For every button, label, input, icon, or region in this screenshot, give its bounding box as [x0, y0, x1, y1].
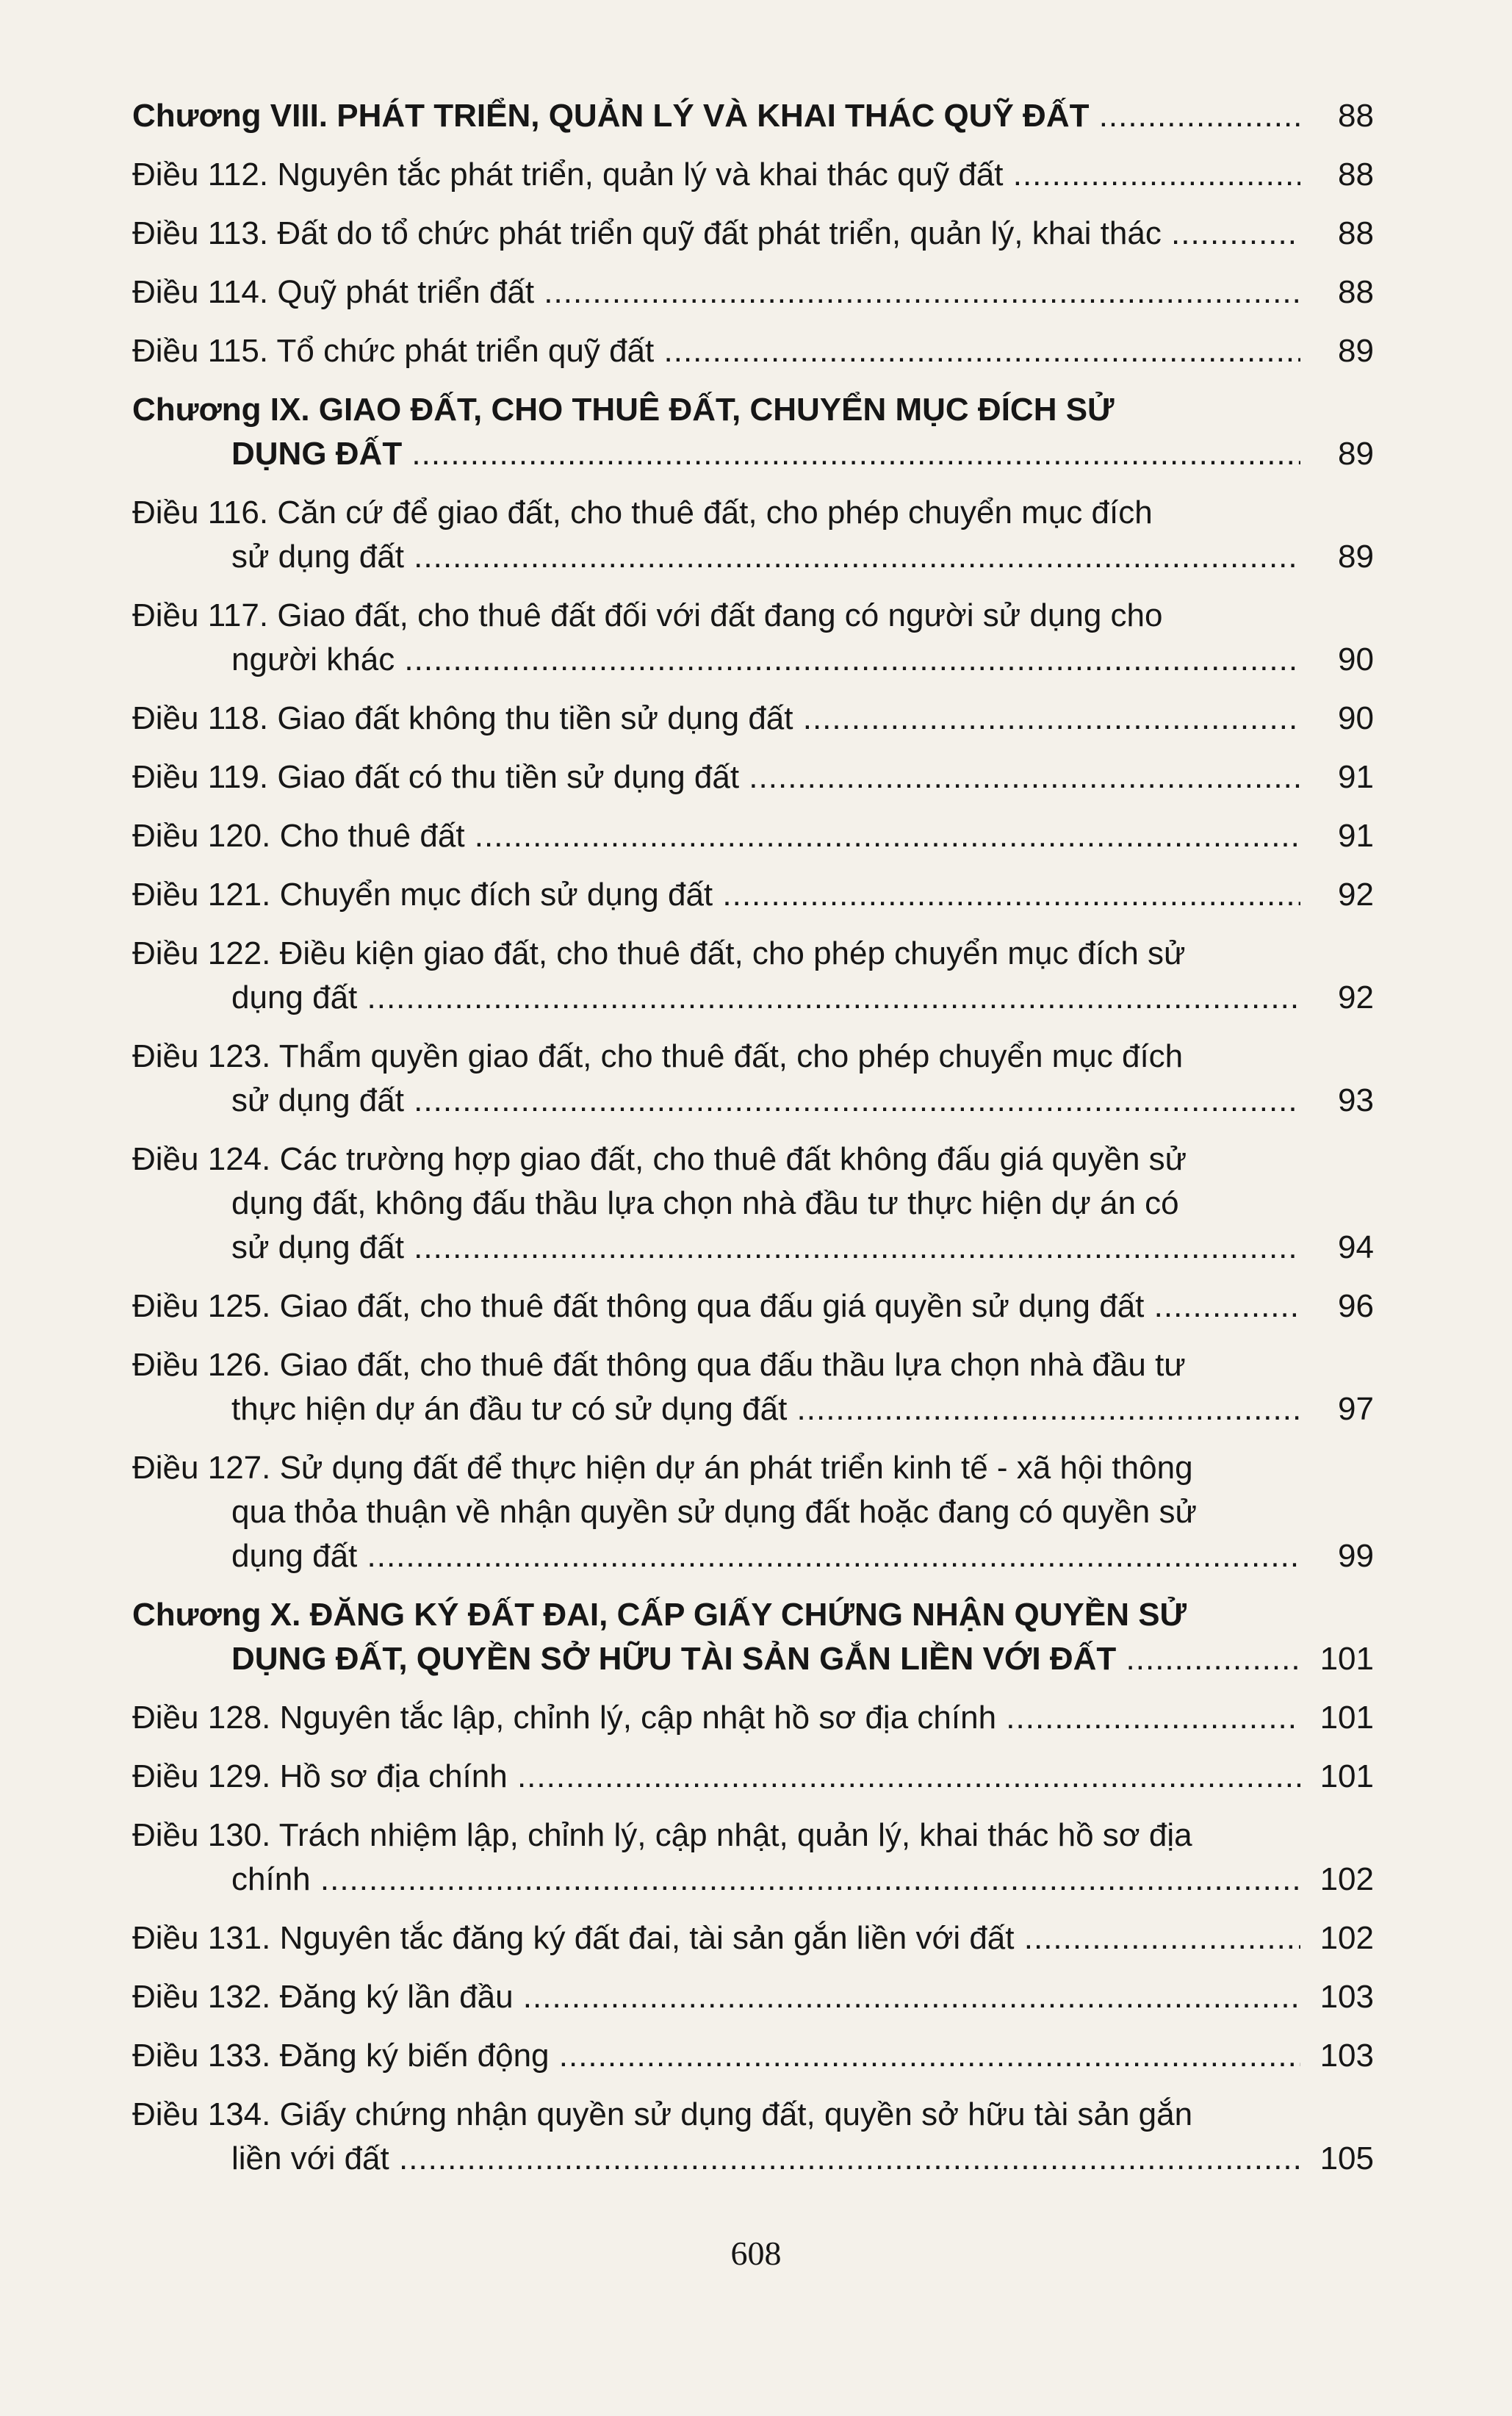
toc-page-number: 94: [1338, 1229, 1374, 1265]
toc-entry-line: Điều 124. Các trường hợp giao đất, cho thuê đất không đấu giá quyền sử: [132, 1141, 1187, 1177]
toc-entry-line: qua thỏa thuận về nhận quyền sử dụng đất hoặc đang có quyền sử: [231, 1494, 1197, 1530]
toc-article-entry: [132, 932, 1374, 1020]
toc-page-number: 91: [1338, 759, 1374, 795]
toc-entry-line: Điều 112. Nguyên tắc phát triển, quản lý và khai thác quỹ đất .....: [132, 153, 1300, 197]
toc-entry-line: Điều 132. Đăng ký lần đầu .....: [132, 1975, 1300, 2019]
toc-article-entry: [132, 1343, 1374, 1431]
toc-page-number: 96: [1338, 1288, 1374, 1324]
toc-article-entry: [132, 1813, 1374, 1902]
toc-page-number: 92: [1338, 979, 1374, 1015]
toc-entry-line: DỤNG ĐẤT .....: [132, 432, 1300, 476]
toc-article-entry: [132, 2034, 1374, 2078]
toc-article-entry: [132, 1975, 1374, 2019]
toc-entry-line: Chương VIII. PHÁT TRIỂN, QUẢN LÝ VÀ KHAI THÁC QUỸ ĐẤT .....: [132, 94, 1300, 138]
toc-page-number: 91: [1338, 818, 1374, 854]
toc-page-number: 102: [1320, 1861, 1374, 1897]
toc-article-entry: [132, 594, 1374, 682]
toc-page-number: 101: [1320, 1641, 1374, 1677]
toc-page-number: 93: [1338, 1082, 1374, 1118]
toc-article-entry: [132, 270, 1374, 314]
toc-page-number: 97: [1338, 1391, 1374, 1427]
toc-article-entry: [132, 1284, 1374, 1329]
toc-entry-line: Điều 119. Giao đất có thu tiền sử dụng đất .....: [132, 755, 1300, 799]
toc-entry-line: Điều 133. Đăng ký biến động .....: [132, 2034, 1300, 2078]
toc-entry-line: sử dụng đất .....: [132, 1079, 1300, 1123]
toc-entry-line: Điều 121. Chuyển mục đích sử dụng đất .....: [132, 873, 1300, 917]
toc-article-entry: [132, 1137, 1374, 1270]
toc-entry-line: chính .....: [132, 1858, 1300, 1902]
toc-page-number: 88: [1338, 215, 1374, 251]
toc-chapter-entry: [132, 388, 1374, 476]
toc-entry-line: sử dụng đất .....: [132, 535, 1300, 579]
toc-page-number: 102: [1320, 1920, 1374, 1956]
toc-entry-line: Điều 128. Nguyên tắc lập, chỉnh lý, cập nhật hồ sơ địa chính .....: [132, 1696, 1300, 1740]
toc-entry-line: thực hiện dự án đầu tư có sử dụng đất .....: [132, 1387, 1300, 1431]
toc-entry-line: Điều 122. Điều kiện giao đất, cho thuê đất, cho phép chuyển mục đích sử: [132, 935, 1186, 971]
toc-page-number: 90: [1338, 700, 1374, 736]
toc-page-number: 90: [1338, 641, 1374, 677]
toc-page-number: 103: [1320, 1979, 1374, 2015]
toc-entry-line: Điều 113. Đất do tổ chức phát triển quỹ đất phát triển, quản lý, khai thác .....: [132, 212, 1300, 256]
toc-article-entry: [132, 1696, 1374, 1740]
toc-entry-line: Điều 131. Nguyên tắc đăng ký đất đai, tài sản gắn liền với đất .....: [132, 1916, 1300, 1960]
toc-article-entry: [132, 755, 1374, 799]
toc-page-number: 89: [1338, 436, 1374, 472]
toc-entry-line: Chương X. ĐĂNG KÝ ĐẤT ĐAI, CẤP GIẤY CHỨNG NHẬN QUYỀN SỬ: [132, 1597, 1187, 1633]
toc-page-number: 89: [1338, 333, 1374, 369]
toc-entry-line: sử dụng đất .....: [132, 1226, 1300, 1270]
toc-entry-line: dụng đất .....: [132, 976, 1300, 1020]
toc-entry-line: Điều 117. Giao đất, cho thuê đất đối với đất đang có người sử dụng cho: [132, 597, 1163, 633]
toc-page-number: 88: [1338, 274, 1374, 310]
toc-page-number: 88: [1338, 98, 1374, 134]
toc-page-number: 92: [1338, 877, 1374, 913]
toc-page-number: 89: [1338, 539, 1374, 575]
toc-page-number: 99: [1338, 1538, 1374, 1574]
toc-page-number: 105: [1320, 2140, 1374, 2176]
toc-article-entry: [132, 329, 1374, 373]
toc-article-entry: [132, 153, 1374, 197]
toc-page-number: 101: [1320, 1700, 1374, 1736]
table-of-contents: [132, 94, 1374, 2196]
toc-page-number: 88: [1338, 157, 1374, 193]
toc-entry-line: dụng đất, không đấu thầu lựa chọn nhà đầu tư thực hiện dự án có: [231, 1185, 1179, 1221]
toc-article-entry: [132, 697, 1374, 741]
toc-page-number: 103: [1320, 2038, 1374, 2074]
toc-chapter-entry: [132, 1593, 1374, 1681]
toc-entry-line: Điều 134. Giấy chứng nhận quyền sử dụng đất, quyền sở hữu tài sản gắn: [132, 2096, 1193, 2132]
toc-article-entry: [132, 2093, 1374, 2181]
toc-article-entry: [132, 212, 1374, 256]
toc-entry-line: liền với đất .....: [132, 2137, 1300, 2181]
toc-article-entry: [132, 1446, 1374, 1578]
toc-article-entry: [132, 1755, 1374, 1799]
page-number: 608: [730, 2235, 782, 2272]
toc-page-number: 101: [1320, 1758, 1374, 1794]
toc-article-entry: [132, 1916, 1374, 1960]
toc-entry-line: Điều 126. Giao đất, cho thuê đất thông qua đấu thầu lựa chọn nhà đầu tư: [132, 1347, 1186, 1383]
toc-entry-line: Điều 116. Căn cứ để giao đất, cho thuê đất, cho phép chuyển mục đích: [132, 495, 1153, 531]
toc-entry-line: DỤNG ĐẤT, QUYỀN SỞ HỮU TÀI SẢN GẮN LIỀN VỚI ĐẤT .....: [132, 1637, 1300, 1681]
toc-entry-line: Chương IX. GIAO ĐẤT, CHO THUÊ ĐẤT, CHUYỂN MỤC ĐÍCH SỬ: [132, 392, 1115, 428]
toc-chapter-entry: [132, 94, 1374, 138]
toc-entry-line: Điều 114. Quỹ phát triển đất .....: [132, 270, 1300, 314]
toc-entry-line: Điều 123. Thẩm quyền giao đất, cho thuê đất, cho phép chuyển mục đích: [132, 1038, 1184, 1074]
toc-article-entry: [132, 491, 1374, 579]
toc-article-entry: [132, 873, 1374, 917]
toc-entry-line: Điều 115. Tổ chức phát triển quỹ đất .....: [132, 329, 1300, 373]
toc-entry-line: dụng đất .....: [132, 1534, 1300, 1578]
toc-article-entry: [132, 814, 1374, 858]
toc-entry-line: Điều 129. Hồ sơ địa chính .....: [132, 1755, 1300, 1799]
toc-entry-line: Điều 125. Giao đất, cho thuê đất thông qua đấu giá quyền sử dụng đất .....: [132, 1284, 1300, 1329]
toc-entry-line: Điều 127. Sử dụng đất để thực hiện dự án phát triển kinh tế - xã hội thông: [132, 1450, 1193, 1486]
toc-article-entry: [132, 1035, 1374, 1123]
toc-entry-line: người khác .....: [132, 638, 1300, 682]
toc-entry-line: Điều 120. Cho thuê đất .....: [132, 814, 1300, 858]
toc-entry-line: Điều 130. Trách nhiệm lập, chỉnh lý, cập nhật, quản lý, khai thác hồ sơ địa: [132, 1817, 1192, 1853]
toc-entry-line: Điều 118. Giao đất không thu tiền sử dụng đất .....: [132, 697, 1300, 741]
